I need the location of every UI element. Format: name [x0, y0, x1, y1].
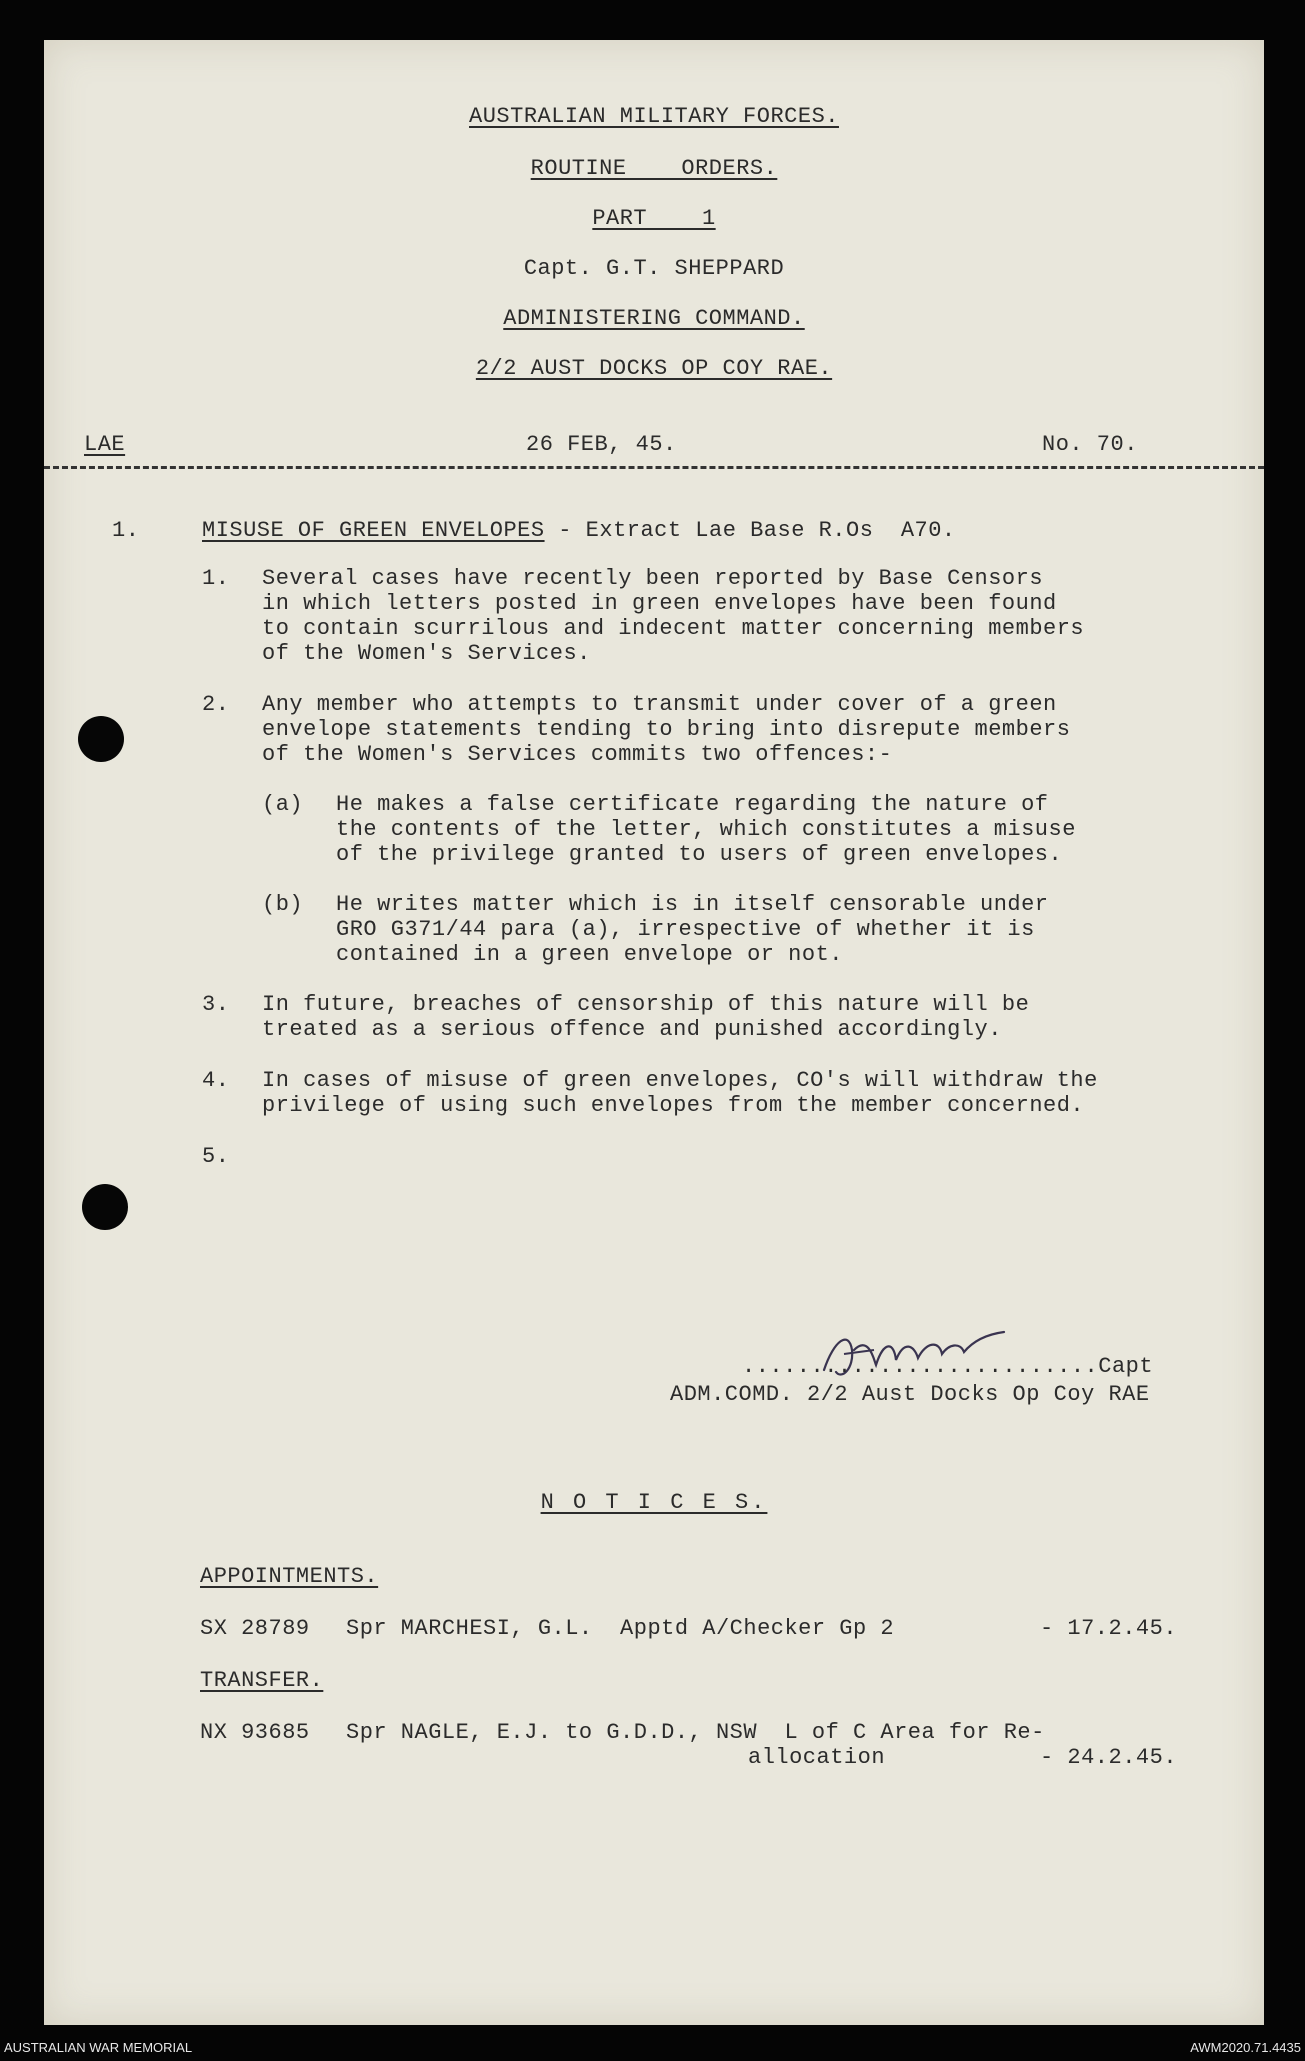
- notices-heading: N O T I C E S.: [540, 1490, 768, 1515]
- para-1-number: 1.: [202, 566, 230, 591]
- order-title-rest: - Extract Lae Base R.Os A70.: [544, 518, 956, 543]
- subpara-a-line-1: He makes a false certificate regarding the nature of: [336, 792, 1049, 817]
- header-title: AUSTRALIAN MILITARY FORCES.: [469, 104, 839, 129]
- punch-hole-bottom: [82, 1184, 128, 1230]
- subpara-b-number: (b): [262, 892, 304, 917]
- transfer-text: Spr NAGLE, E.J. to G.D.D., NSW L of C Area for Re-: [346, 1720, 1045, 1745]
- appointment-id: SX 28789: [200, 1616, 310, 1641]
- dashed-divider: [44, 466, 1264, 469]
- subpara-b-line-3: contained in a green envelope or not.: [336, 942, 843, 967]
- para-3-line-2: treated as a serious offence and punished accordingly.: [262, 1017, 1002, 1042]
- subpara-a-line-2: the contents of the letter, which constitutes a misuse: [336, 817, 1076, 842]
- header-command: ADMINISTERING COMMAND.: [503, 306, 805, 331]
- transfer-date: - 24.2.45.: [1040, 1745, 1178, 1770]
- para-1-line-4: of the Women's Services.: [262, 641, 591, 666]
- dateline-date: 26 FEB, 45.: [526, 432, 677, 457]
- para-1-line-1: Several cases have recently been reported by Base Censors: [262, 566, 1044, 591]
- para-4-number: 4.: [202, 1068, 230, 1093]
- para-5-number: 5.: [202, 1144, 230, 1169]
- para-1-line-2: in which letters posted in green envelopes have been found: [262, 591, 1057, 616]
- para-2-line-1: Any member who attempts to transmit under cover of a green: [262, 692, 1057, 717]
- appointment-date: - 17.2.45.: [1040, 1616, 1178, 1641]
- subpara-a-number: (a): [262, 792, 304, 817]
- para-2-line-3: of the Women's Services commits two offences:-: [262, 742, 893, 767]
- header-unit: 2/2 AUST DOCKS OP COY RAE.: [475, 356, 833, 381]
- dateline-number: No. 70.: [1042, 432, 1138, 457]
- para-2-number: 2.: [202, 692, 230, 717]
- footer-right: AWM2020.71.4435: [1190, 2040, 1301, 2055]
- appointment-text: Spr MARCHESI, G.L. Apptd A/Checker Gp 2: [346, 1616, 895, 1641]
- appointments-heading: APPOINTMENTS.: [200, 1564, 379, 1589]
- subpara-a-line-3: of the privilege granted to users of green envelopes.: [336, 842, 1063, 867]
- transfer-id: NX 93685: [200, 1720, 310, 1745]
- order-title: MISUSE OF GREEN ENVELOPES: [202, 518, 545, 543]
- header-part: PART 1: [592, 206, 716, 231]
- footer-left: AUSTRALIAN WAR MEMORIAL: [4, 2040, 193, 2055]
- para-1-line-3: to contain scurrilous and indecent matter concerning members: [262, 616, 1085, 641]
- transfer-text-continued: allocation: [748, 1745, 886, 1770]
- header-officer: Capt. G.T. SHEPPARD: [523, 256, 785, 281]
- para-3-number: 3.: [202, 992, 230, 1017]
- signature-title: ADM.COMD. 2/2 Aust Docks Op Coy RAE: [670, 1382, 1150, 1407]
- subpara-b-line-2: GRO G371/44 para (a), irrespective of whether it is: [336, 917, 1035, 942]
- signature-line: ..........................Capt: [742, 1354, 1154, 1379]
- para-3-line-1: In future, breaches of censorship of this nature will be: [262, 992, 1030, 1017]
- para-4-line-1: In cases of misuse of green envelopes, CO's will withdraw the: [262, 1068, 1098, 1093]
- order-number: 1.: [112, 518, 140, 543]
- document-page: [44, 40, 1264, 2025]
- para-2-line-2: envelope statements tending to bring into disrepute members: [262, 717, 1071, 742]
- punch-hole-top: [78, 716, 124, 762]
- para-4-line-2: privilege of using such envelopes from the member concerned.: [262, 1093, 1085, 1118]
- subpara-b-line-1: He writes matter which is in itself censorable under: [336, 892, 1049, 917]
- transfer-heading: TRANSFER.: [200, 1668, 324, 1693]
- header-subtitle: ROUTINE ORDERS.: [530, 156, 778, 181]
- order-title-line: [202, 518, 956, 543]
- dateline-place: LAE: [84, 432, 126, 457]
